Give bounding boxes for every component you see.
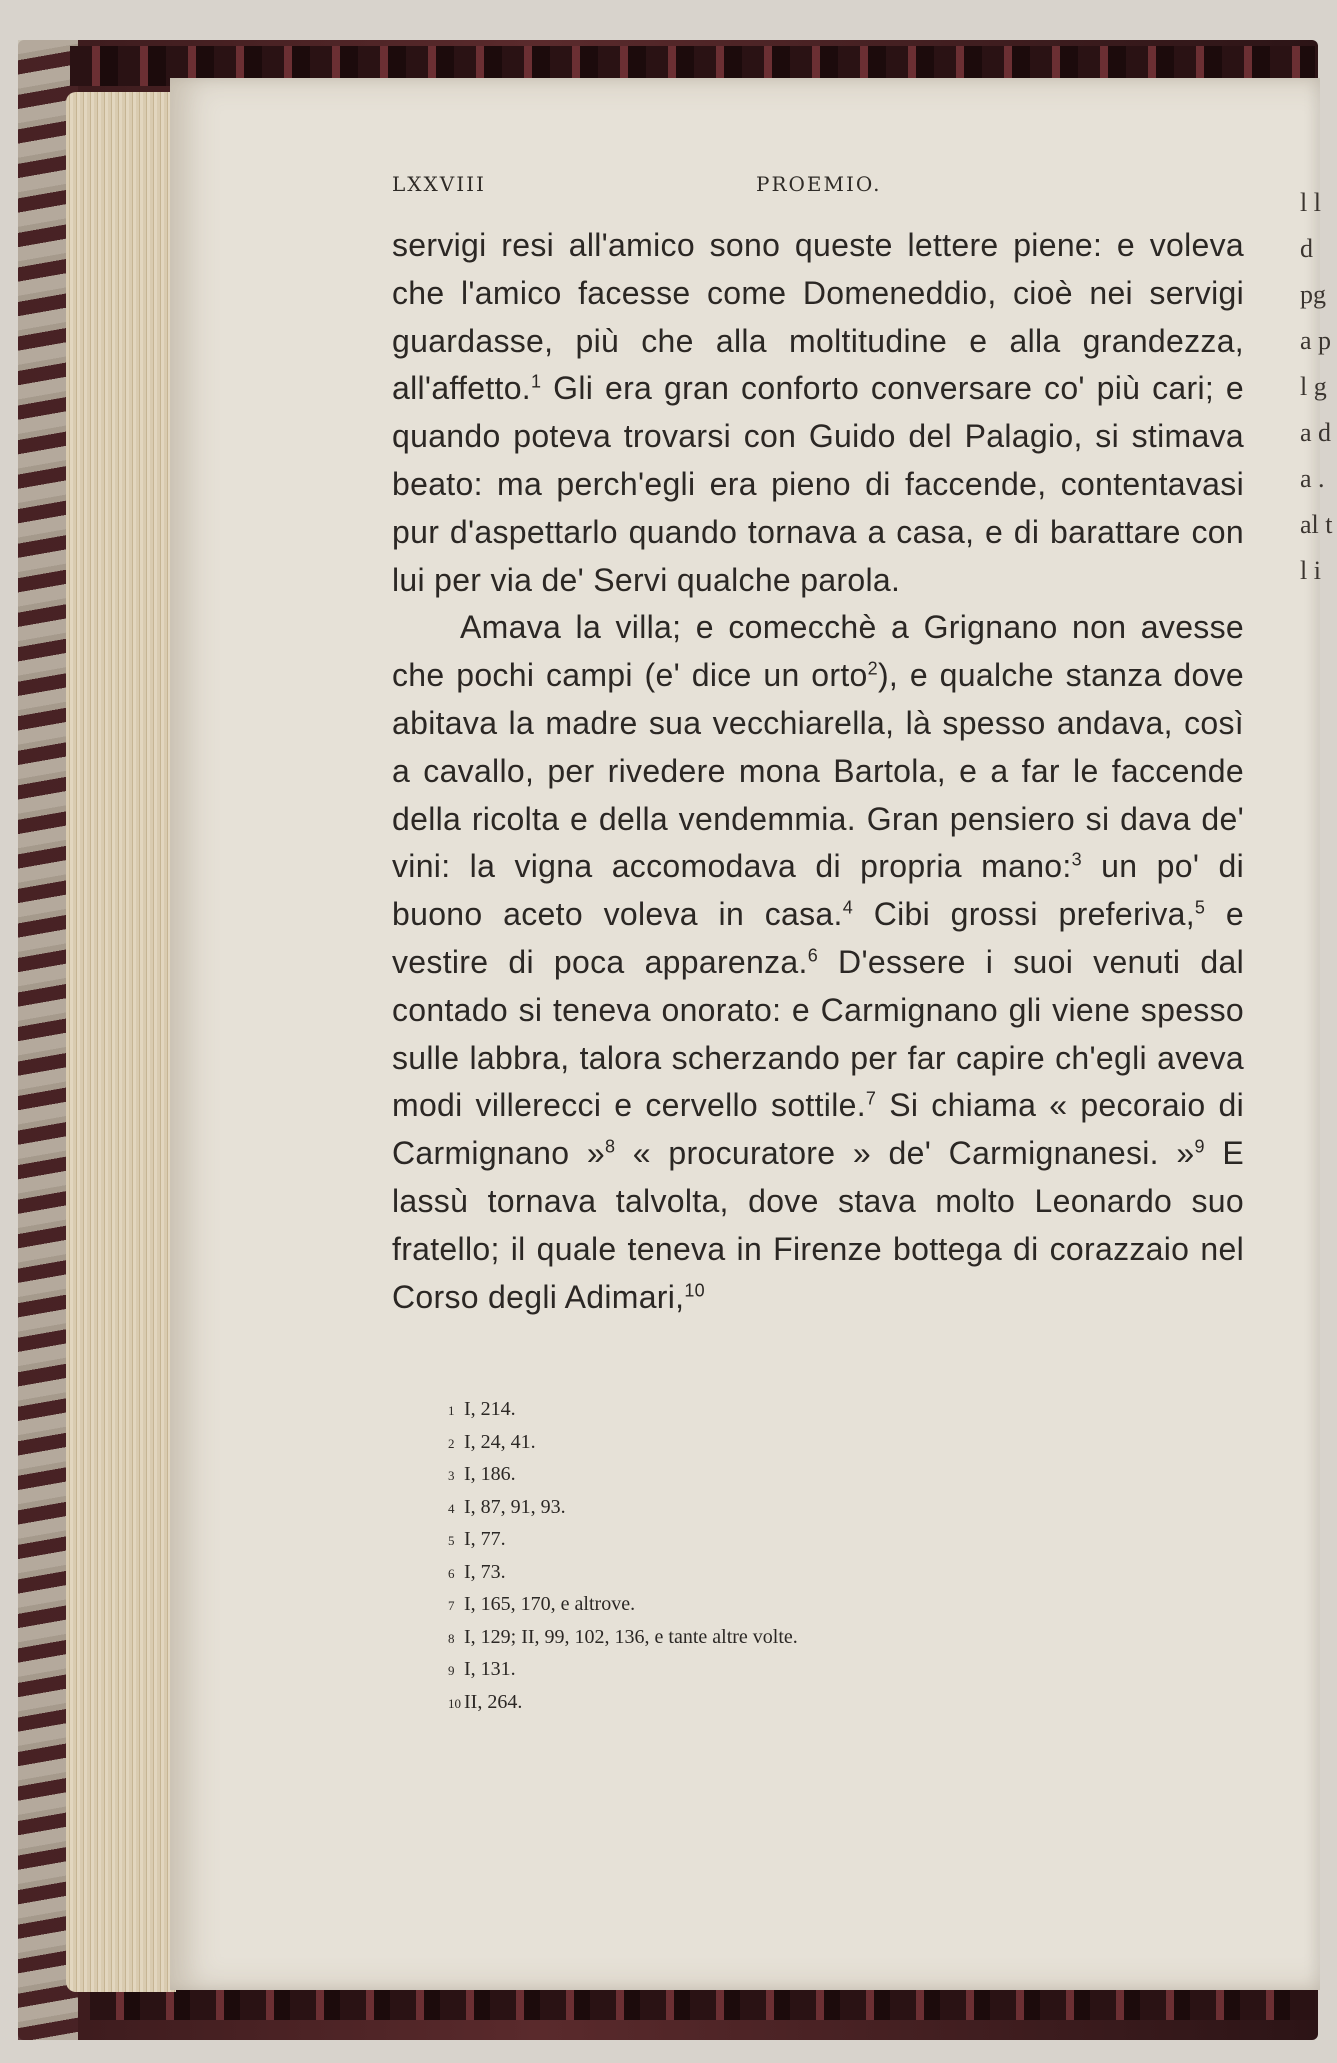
running-header <box>392 172 912 202</box>
text-run: D'essere i suoi venuti dal contado si teneva onorato: e Carmignano gli viene spesso sulle labbra, talora scherzando per far capire ch'egli aveva modi villerecci e cervello sottile. <box>392 943 1244 1124</box>
text-run: E lassù tornava talvolta, dove stava molto Leonardo suo fratello; il quale teneva in Firenze bottega di corazzaio nel Corso degli Adimari, <box>392 1135 1244 1315</box>
text-run: un po' di buono aceto voleva in casa. <box>392 848 1244 933</box>
footnote-number: 7 <box>448 1598 455 1613</box>
text-run: e vestire di poca apparenza. <box>392 896 1244 980</box>
text-run: Si chiama « pecoraio di Carmignano » <box>392 1087 1244 1172</box>
footnote-text: I, 73. <box>464 1560 506 1583</box>
footnote <box>448 1393 1148 1426</box>
footnote-ref: 2 <box>867 658 878 679</box>
footnote <box>448 1458 1148 1491</box>
text-run: servigi resi all'amico sono queste lettere piene: e voleva che l'amico facesse come Domeneddio, cioè nei servigi guardasse, più che alla moltitudine e alla grandezza, all'affetto. <box>392 227 1244 407</box>
footnote-number: 4 <box>448 1500 455 1516</box>
cover-bottom-strip <box>90 1990 1315 2020</box>
footnote-ref: 7 <box>865 1088 877 1109</box>
footnote-text: II, 264. <box>464 1690 523 1713</box>
page-number: LXXVIII <box>392 172 486 196</box>
footnote-text: I, 186. <box>464 1463 516 1485</box>
footnote-text: I, 131. <box>464 1658 516 1680</box>
next-page-edge: l l d pg a p l g a d a . al t l i <box>1300 188 1333 585</box>
footnotes <box>448 1393 1148 1718</box>
footnote-number: 1 <box>448 1403 455 1418</box>
footnote-text: I, 129; II, 99, 102, 136, e tante altre volte. <box>464 1625 798 1648</box>
footnote-ref: 10 <box>684 1279 705 1300</box>
footnote-ref: 4 <box>842 897 854 918</box>
footnote-text: I, 77. <box>464 1528 506 1550</box>
running-title: PROEMIO. <box>756 172 882 196</box>
footnote <box>448 1491 1148 1524</box>
body-text <box>392 222 1244 1321</box>
footnote-number: 3 <box>448 1468 455 1483</box>
footnote <box>448 1523 1148 1556</box>
footnote-number: 2 <box>448 1435 455 1451</box>
text-run: Cibi grossi preferiva, <box>853 896 1195 933</box>
footnote <box>448 1686 1148 1719</box>
footnote <box>448 1621 1148 1654</box>
footnote-text: I, 165, 170, e altrove. <box>464 1593 636 1615</box>
footnote-number: 8 <box>448 1630 455 1646</box>
footnote-number: 6 <box>448 1565 455 1581</box>
paragraph-1 <box>392 222 1244 604</box>
footnote-text: I, 87, 91, 93. <box>464 1495 566 1518</box>
footnote-ref: 5 <box>1194 897 1206 918</box>
footnote-ref: 3 <box>1071 849 1082 870</box>
footnote-ref: 8 <box>604 1136 616 1157</box>
page-edges <box>66 92 176 1992</box>
footnote-number: 10 <box>448 1695 461 1711</box>
footnote-text: I, 24, 41. <box>464 1430 536 1453</box>
footnote <box>448 1426 1148 1459</box>
paragraph-2 <box>392 604 1244 1321</box>
text-run: Gli era gran conforto conversare co' più cari; e quando poteva trovarsi con Guido del Palagio, si stimava beato: ma perch'egli era pieno di faccende, contentavasi pur d'aspettarlo quando tornava a casa, e di barattare con lui per via de' Servi qualche parola. <box>392 370 1244 598</box>
footnote-text: I, 214. <box>464 1398 516 1420</box>
footnote-ref: 9 <box>1194 1136 1205 1157</box>
text-run: Amava la villa; e comecchè a Grignano non avesse che pochi campi (e' dice un orto <box>392 609 1244 694</box>
text-run: « procuratore » de' Carmignanesi. » <box>615 1135 1195 1172</box>
footnote <box>448 1588 1148 1621</box>
footnote-ref: 6 <box>807 945 819 966</box>
text-run: ), e qualche stanza dove abitava la madre sua vecchiarella, là spesso andava, così a cavallo, per rivedere mona Bartola, e a far le faccende della ricolta e della vendemmia. Gran pensiero si dava de' vini: la vigna accomodava di propria mano: <box>392 657 1244 885</box>
footnote <box>448 1556 1148 1589</box>
footnote-number: 5 <box>448 1533 455 1548</box>
footnote-ref: 1 <box>531 371 542 392</box>
footnote-number: 9 <box>448 1663 455 1678</box>
footnote <box>448 1653 1148 1686</box>
